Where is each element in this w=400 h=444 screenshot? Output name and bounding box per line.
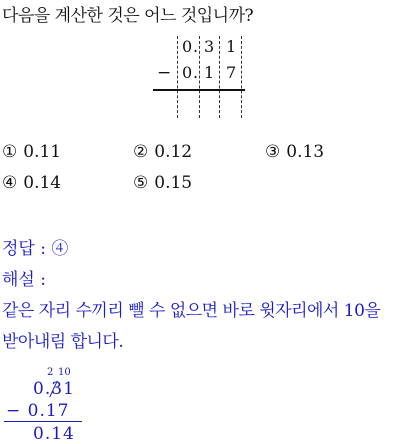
choice-3[interactable] (265, 142, 324, 162)
borrow-digit: 2 (47, 367, 54, 378)
worked-bottom-number: − 0.17 (6, 401, 70, 421)
choice-value: 0.12 (154, 142, 193, 162)
choice-value: 0.14 (23, 173, 62, 193)
explanation-label: 해설 : (2, 270, 46, 290)
choice-4[interactable] (2, 173, 61, 193)
top-digit: 3 (204, 37, 215, 56)
column-guide-line (241, 36, 242, 118)
worked-result: 0.14 (33, 424, 75, 444)
choice-2[interactable] (133, 142, 192, 162)
top-digit: 1 (226, 37, 237, 56)
choice-marker: ② (133, 142, 149, 162)
worked-top-suffix: 1 (63, 379, 75, 399)
answer-value: ④ (51, 239, 69, 259)
choice-5[interactable] (133, 173, 192, 193)
top-decimal-point: . (193, 37, 199, 56)
bottom-digit: 0 (182, 63, 193, 82)
explanation-line-2: 받아내림 합니다. (2, 332, 124, 352)
bottom-digit: 7 (226, 63, 237, 82)
choice-marker: ⑤ (133, 173, 149, 193)
answer-label: 정답 : (2, 239, 46, 259)
bottom-digit: 1 (204, 63, 215, 82)
choice-marker: ① (2, 142, 18, 162)
sum-line (153, 89, 245, 91)
minus-sign: − (157, 63, 172, 83)
column-guide-line (199, 36, 200, 118)
answer-line (2, 234, 68, 259)
column-guide-line (219, 36, 220, 118)
worked-top-prefix: 0. (33, 379, 52, 399)
bottom-decimal-point: . (193, 63, 199, 82)
choice-value: 0.13 (286, 142, 325, 162)
question-text: 다음을 계산한 것은 어느 것입니까? (2, 6, 254, 26)
worked-sum-line (4, 421, 82, 422)
choice-marker: ④ (2, 173, 18, 193)
borrow-ten: 10 (58, 367, 71, 378)
column-guide-line (177, 36, 178, 118)
choice-value: 0.11 (23, 142, 62, 162)
choice-1[interactable] (2, 142, 61, 162)
worked-struck-digit: 3 (51, 379, 64, 399)
explanation-line-1: 같은 자리 수끼리 뺄 수 없으면 바로 윗자리에서 10을 (2, 301, 381, 321)
choice-marker: ③ (265, 142, 281, 162)
top-digit: 0 (182, 37, 193, 56)
choice-value: 0.15 (154, 173, 193, 193)
